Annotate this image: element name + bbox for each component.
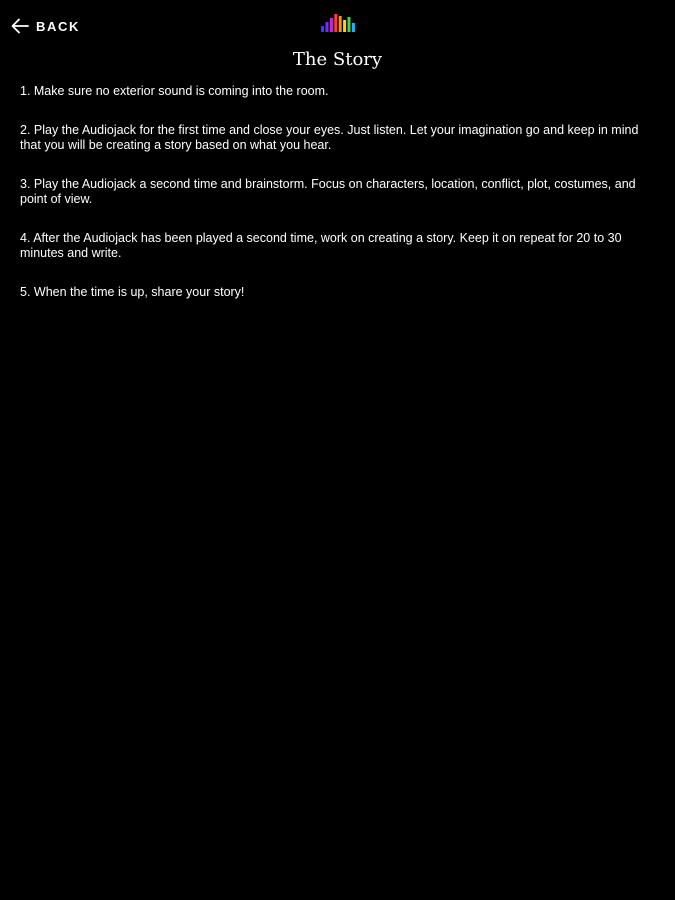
back-button[interactable] bbox=[10, 14, 80, 38]
instruction-step: 4. After the Audiojack has been played a second time, work on creating a story. Keep it on repeat for 20 to 30 minutes and write. bbox=[20, 230, 622, 260]
instruction-step: 1. Make sure no exterior sound is coming into the room. bbox=[20, 84, 329, 98]
page-title: The Story bbox=[292, 49, 383, 70]
logo-bar bbox=[339, 16, 342, 32]
audio-equalizer-logo bbox=[320, 11, 356, 33]
instruction-step: 2. Play the Audiojack for the first time and close your eyes. Just listen. Let your imagination go and keep in mind that you will be creating a story based on what you hear. bbox=[20, 122, 639, 152]
top-bar bbox=[0, 0, 675, 50]
logo-bar bbox=[334, 14, 337, 32]
instructions-list bbox=[20, 84, 662, 323]
logo-bar bbox=[326, 22, 329, 32]
logo-bar bbox=[352, 23, 355, 32]
instruction-step: 5. When the time is up, share your story! bbox=[20, 284, 245, 299]
instruction-step: 3. Play the Audiojack a second time and brainstorm. Focus on characters, location, conflict, plot, costumes, and point of view. bbox=[20, 176, 636, 206]
logo-bar bbox=[321, 26, 324, 32]
logo-bar bbox=[348, 17, 351, 32]
arrow-left-icon bbox=[10, 16, 30, 36]
logo-bar bbox=[330, 18, 333, 32]
logo-bar bbox=[343, 20, 346, 32]
back-label: BACK bbox=[36, 18, 80, 34]
